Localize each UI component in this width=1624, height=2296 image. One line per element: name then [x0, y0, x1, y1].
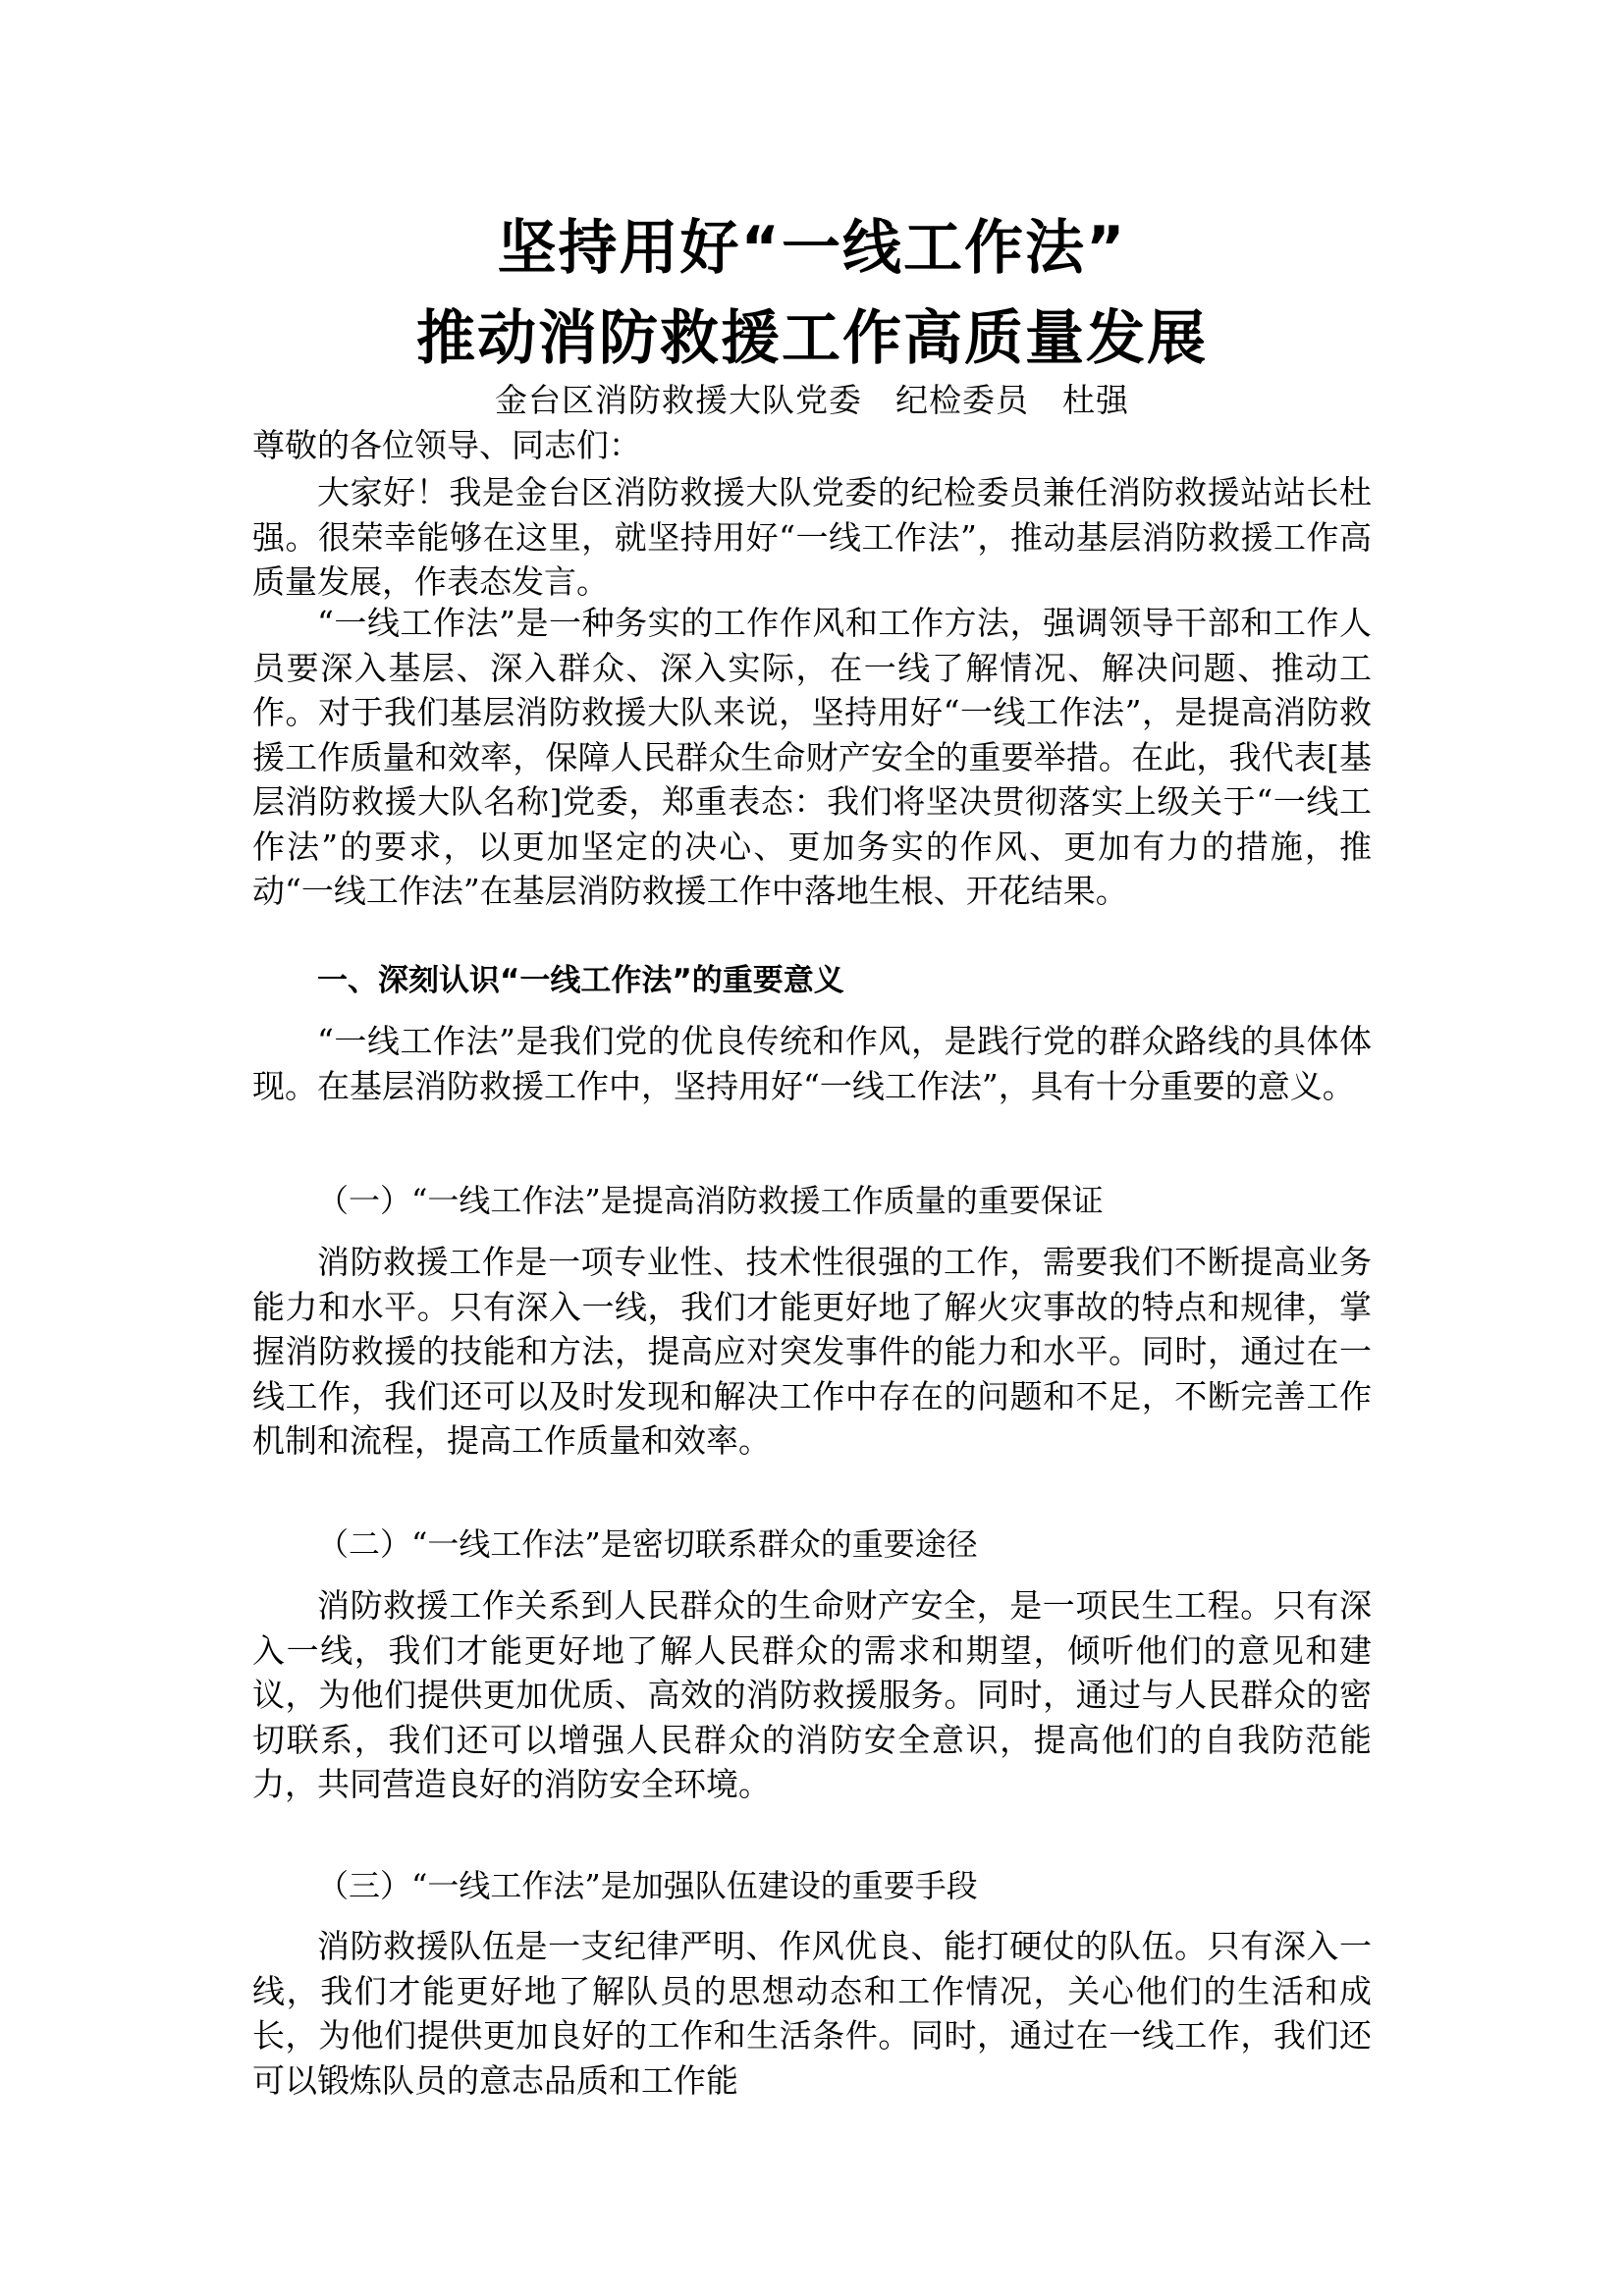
paragraph-sub1: 消防救援工作是一项专业性、技术性很强的工作，需要我们不断提高业务能力和水平。只有深入一线，我们才能更好地了解火灾事故的特点和规律，掌握消防救援的技能和方法，提高应对突发事件的能力和水平。同时，通过在一线工作，我们还可以及时发现和解决工作中存在的问题和不足，不断完善工作机制和流程，提高工作质量和效率。: [252, 1243, 1372, 1460]
paragraph-sub3: 消防救援队伍是一支纪律严明、作风优良、能打硬仗的队伍。只有深入一线，我们才能更好地了解队员的思想动态和工作情况，关心他们的生活和成长，为他们提供更加良好的工作和生活条件。同时，通过在一线工作，我们还可以锻炼队员的意志品质和工作能: [252, 1927, 1372, 2100]
subheading-3: （三）“一线工作法”是加强队伍建设的重要手段: [317, 1867, 978, 1904]
subheading-2: （二）“一线工作法”是密切联系群众的重要途径: [317, 1525, 978, 1563]
paragraph-intro: 大家好！我是金台区消防救援大队党委的纪检委员兼任消防救援站站长杜强。很荣幸能够在这里，就坚持用好“一线工作法”，推动基层消防救援工作高质量发展，作表态发言。: [252, 473, 1372, 601]
title-line-1: 坚持用好“一线工作法”: [497, 214, 1127, 283]
author-byline: 金台区消防救援大队党委 纪检委员 杜强: [495, 381, 1129, 419]
subheading-1: （一）“一线工作法”是提高消防救援工作质量的重要保证: [317, 1182, 1104, 1219]
salutation: 尊敬的各位领导、同志们：: [252, 426, 641, 464]
title-line-2: 推动消防救援工作高质量发展: [416, 304, 1208, 373]
paragraph-section1-intro: “一线工作法”是我们党的优良传统和作风，是践行党的群众路线的具体体现。在基层消防救援工作中，坚持用好“一线工作法”，具有十分重要的意义。: [252, 1022, 1372, 1105]
section-heading-1: 一、深刻认识“一线工作法”的重要意义: [317, 963, 844, 998]
paragraph-sub2: 消防救援工作关系到人民群众的生命财产安全，是一项民生工程。只有深入一线，我们才能更好地了解人民群众的需求和期望，倾听他们的意见和建议，为他们提供更加优质、高效的消防救援服务。同时，通过与人民群众的密切联系，我们还可以增强人民群众的消防安全意识，提高他们的自我防范能力，共同营造良好的消防安全环境。: [252, 1586, 1372, 1803]
paragraph-overview: “一线工作法”是一种务实的工作作风和工作方法，强调领导干部和工作人员要深入基层、深入群众、深入实际，在一线了解情况、解决问题、推动工作。对于我们基层消防救援大队来说，坚持用好“一线工作法”，是提高消防救援工作质量和效率，保障人民群众生命财产安全的重要举措。在此，我代表[基层消防救援大队名称]党委，郑重表态：我们将坚决贯彻落实上级关于“一线工作法”的要求，以更加坚定的决心、更加务实的作风、更加有力的措施，推动“一线工作法”在基层消防救援工作中落地生根、开花结果。: [252, 604, 1372, 910]
